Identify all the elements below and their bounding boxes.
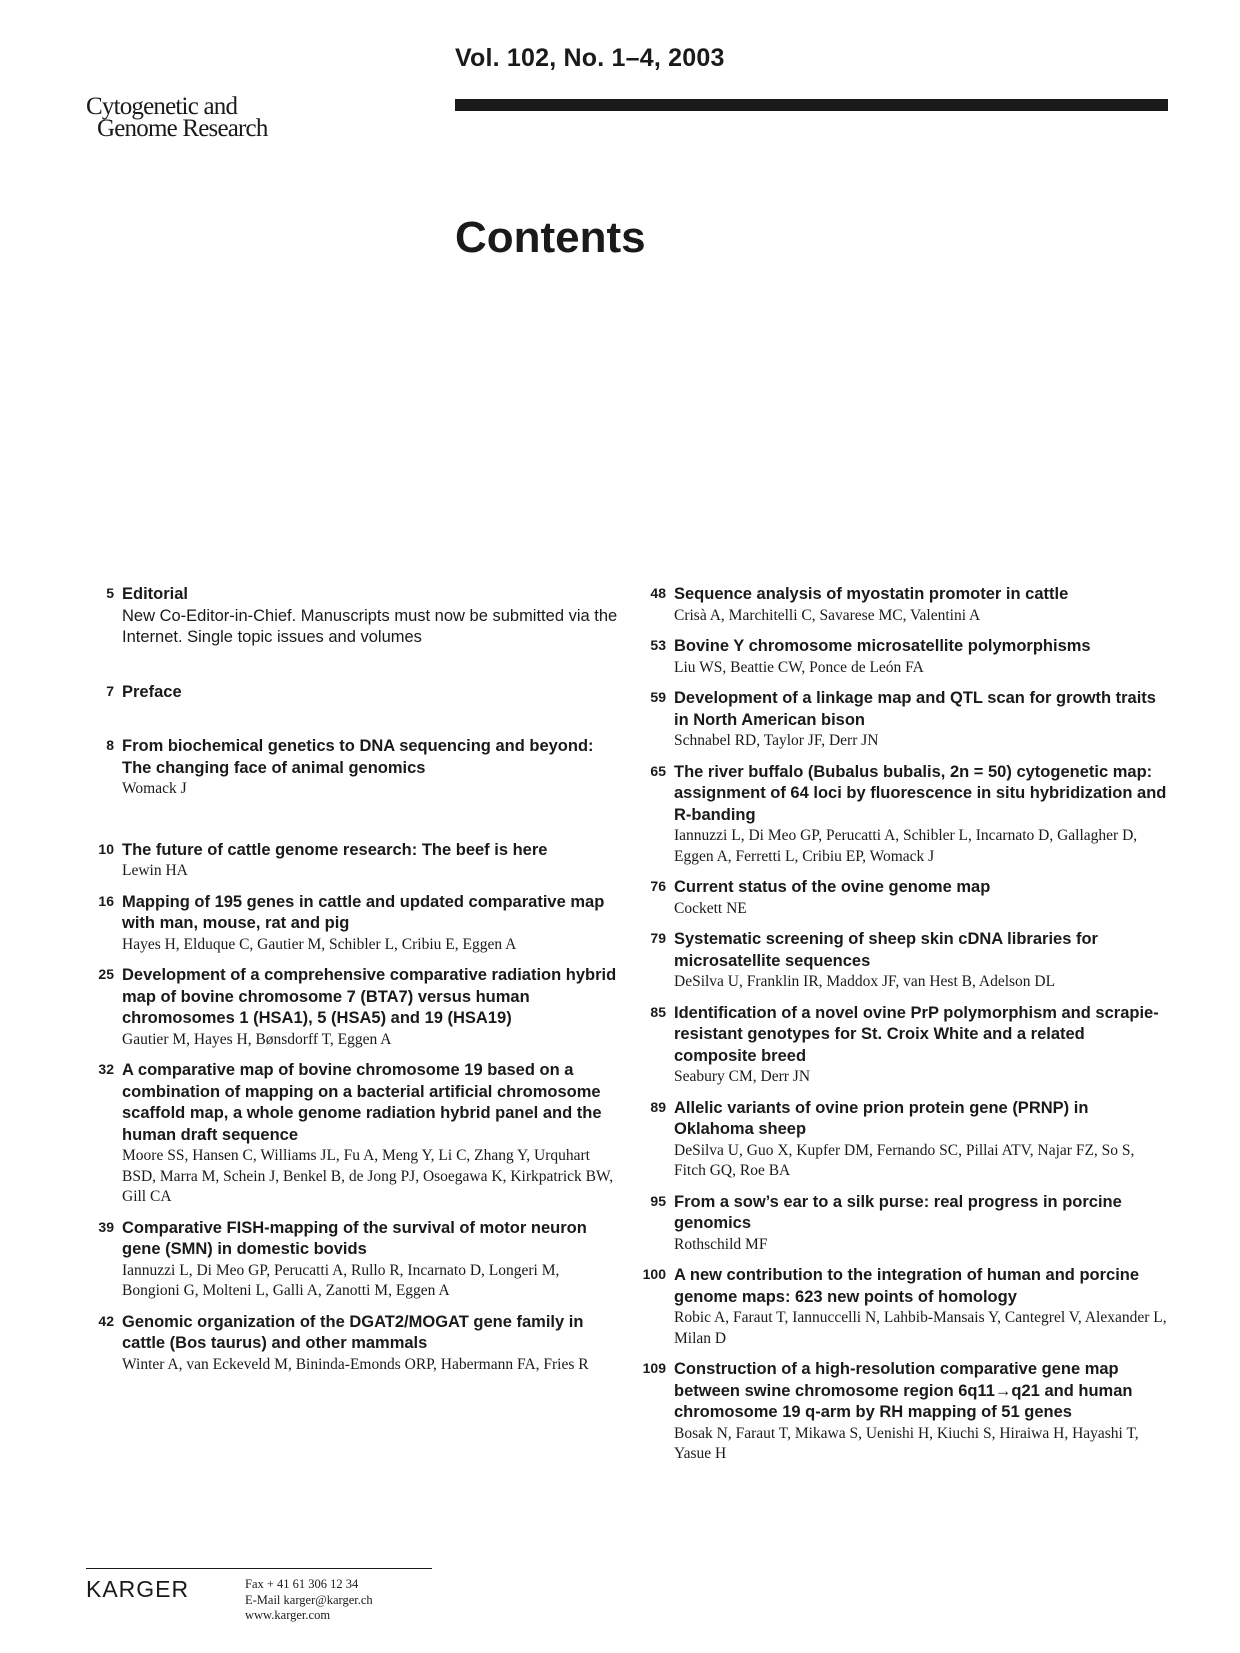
- toc-authors: Seabury CM, Derr JN: [674, 1068, 811, 1085]
- toc-title: Systematic screening of sheep skin cDNA libraries for microsatellite sequences: [674, 930, 1098, 970]
- toc-title: Comparative FISH-mapping of the survival of motor neuron gene (SMN) in domestic bovids: [122, 1218, 587, 1258]
- toc-title: Development of a comprehensive comparative radiation hybrid map of bovine chromosome 7 (BTA7) versus human chromosomes 1 (HSA1), 5 (HSA5) and 19 (HSA19): [122, 966, 617, 1027]
- toc-entry[interactable]: [88, 584, 618, 649]
- publisher-logo: KARGER: [86, 1576, 190, 1602]
- toc-entry[interactable]: [640, 1003, 1170, 1088]
- toc-title: Preface: [122, 682, 182, 701]
- toc-page-number: 76: [650, 878, 666, 894]
- volume-info: Vol. 102, No. 1–4, 2003: [455, 44, 725, 72]
- toc-authors: Bosak N, Faraut T, Mikawa S, Uenishi H, Kiuchi S, Hiraiwa H, Hayashi T, Yasue H: [674, 1424, 1139, 1462]
- toc-authors: Iannuzzi L, Di Meo GP, Perucatti A, Rullo R, Incarnato D, Longeri M, Bongioni G, Molteni L, Galli A, Zanotti M, Eggen A: [122, 1261, 560, 1299]
- toc-entry[interactable]: [640, 1192, 1170, 1256]
- toc-page-number: 53: [650, 637, 666, 653]
- toc-authors: Crisà A, Marchitelli C, Savarese MC, Valentini A: [674, 606, 981, 624]
- page-title: Contents: [455, 213, 646, 262]
- toc-page-number: 25: [98, 966, 114, 982]
- toc-title: Allelic variants of ovine prion protein gene (PRNP) in Oklahoma sheep: [674, 1098, 1089, 1138]
- toc-authors: DeSilva U, Guo X, Kupfer DM, Fernando SC, Pillai ATV, Najar FZ, So S, Fitch GQ, Roe BA: [674, 1141, 1135, 1179]
- toc-authors: DeSilva U, Franklin IR, Maddox JF, van Hest B, Adelson DL: [674, 973, 1056, 990]
- toc-page-number: 59: [650, 689, 666, 705]
- toc-entry[interactable]: [640, 1265, 1170, 1349]
- toc-page-number: 7: [106, 682, 114, 699]
- toc-entry[interactable]: [640, 688, 1170, 752]
- toc-entry[interactable]: [640, 1359, 1170, 1465]
- toc-title: Sequence analysis of myostatin promoter in cattle: [674, 585, 1069, 603]
- toc-authors: Schnabel RD, Taylor JF, Derr JN: [674, 732, 879, 749]
- fax-number: Fax + 41 61 306 12 34: [245, 1577, 359, 1591]
- toc-title: From a sow’s ear to a silk purse: real progress in porcine genomics: [674, 1192, 1122, 1232]
- toc-entry[interactable]: [640, 877, 1170, 919]
- toc-title: Genomic organization of the DGAT2/MOGAT gene family in cattle (Bos taurus) and other mammals: [122, 1312, 584, 1352]
- toc-page-number: 48: [650, 585, 666, 601]
- toc-title: Mapping of 195 genes in cattle and updated comparative map with man, mouse, rat and pig: [122, 892, 605, 932]
- toc-entry[interactable]: [88, 1218, 618, 1302]
- toc-page-number: 5: [106, 585, 114, 601]
- toc-page-number: 79: [650, 930, 666, 946]
- toc-page-number: 65: [650, 762, 666, 779]
- toc-entry[interactable]: [88, 1312, 618, 1376]
- footer-rule: [86, 1568, 432, 1569]
- toc-title: A new contribution to the integration of human and porcine genome maps: 623 new points of homology: [674, 1266, 1140, 1306]
- toc-authors: Winter A, van Eckeveld M, Bininda-Emonds ORP, Habermann FA, Fries R: [122, 1355, 589, 1373]
- toc-description: New Co-Editor-in-Chief. Manuscripts must now be submitted via the Internet. Single topic issues and volumes: [122, 606, 618, 646]
- toc-authors: Cockett NE: [674, 899, 747, 917]
- toc-page-number: 39: [98, 1218, 114, 1235]
- publisher-contact: [245, 1577, 373, 1624]
- toc-title: The future of cattle genome research: The beef is here: [122, 840, 548, 859]
- toc-entry[interactable]: [88, 682, 618, 704]
- toc-authors: Womack J: [122, 780, 187, 797]
- toc-page-number: 95: [650, 1192, 666, 1209]
- toc-entry[interactable]: [88, 965, 618, 1050]
- toc-entry[interactable]: [88, 840, 618, 882]
- toc-entry[interactable]: [88, 892, 618, 956]
- toc-authors: Gautier M, Hayes H, Bønsdorff T, Eggen A: [122, 1030, 392, 1048]
- toc-title: Bovine Y chromosome microsatellite polymorphisms: [674, 637, 1091, 655]
- toc-page-number: 42: [98, 1312, 114, 1329]
- toc-authors: Lewin HA: [122, 862, 188, 879]
- toc-title: The river buffalo (Bubalus bubalis, 2n = 50) cytogenetic map: assignment of 64 loci by fluorescence in situ hybridization and R-banding: [674, 762, 1167, 824]
- toc-entry[interactable]: [640, 1098, 1170, 1182]
- toc-title: Construction of a high-resolution comparative gene map between swine chromosome region 6q11→q21 and human chromosome 19 q-arm by RH mapping of 51 genes: [674, 1360, 1133, 1421]
- toc-authors: Hayes H, Elduque C, Gautier M, Schibler L, Cribiu E, Eggen A: [122, 935, 517, 953]
- toc-authors: Moore SS, Hansen C, Williams JL, Fu A, Meng Y, Li C, Zhang Y, Urquhart BSD, Marra M, Schein J, Benkel B, de Jong PJ, Osoegawa K, Kirkpatrick BW, Gill CA: [122, 1147, 614, 1205]
- journal-logo-line1: Cytogenetic and: [86, 93, 238, 120]
- toc-page-number: 8: [106, 737, 114, 753]
- toc-authors: Iannuzzi L, Di Meo GP, Perucatti A, Schibler L, Incarnato D, Gallagher D, Eggen A, Ferretti L, Cribiu EP, Womack J: [674, 827, 1138, 865]
- toc-title: Identification of a novel ovine PrP polymorphism and scrapie-resistant genotypes for St. Croix White and a related composite breed: [674, 1003, 1159, 1065]
- journal-logo-line2: Genome Research: [97, 115, 268, 142]
- toc-page-number: 100: [642, 1266, 666, 1282]
- website-link[interactable]: www.karger.com: [245, 1608, 331, 1622]
- contents-column-left: [88, 584, 618, 1385]
- toc-title: A comparative map of bovine chromosome 19 based on a combination of mapping on a bacterial artificial chromosome scaffold map, a whole genome radiation hybrid panel and the human draft sequence: [122, 1061, 602, 1144]
- toc-page-number: 85: [650, 1003, 666, 1020]
- toc-entry[interactable]: [640, 762, 1170, 868]
- toc-title: Editorial: [122, 585, 189, 603]
- toc-authors: Rothschild MF: [674, 1235, 768, 1253]
- toc-page-number: 109: [642, 1360, 666, 1376]
- contents-column-right: [640, 584, 1170, 1475]
- toc-entry[interactable]: [640, 636, 1170, 678]
- toc-entry[interactable]: [640, 584, 1170, 626]
- toc-entry[interactable]: [88, 1060, 618, 1208]
- toc-title: Current status of the ovine genome map: [674, 878, 991, 896]
- journal-logo: [86, 93, 268, 142]
- toc-page-number: 89: [650, 1098, 666, 1115]
- toc-page-number: 32: [98, 1061, 114, 1077]
- email-address[interactable]: E-Mail karger@karger.ch: [245, 1592, 373, 1607]
- toc-title: Development of a linkage map and QTL scan for growth traits in North American bison: [674, 689, 1156, 729]
- toc-page-number: 10: [98, 840, 114, 857]
- toc-entry[interactable]: [640, 929, 1170, 993]
- header-rule: [455, 99, 1168, 111]
- toc-page-number: 16: [98, 892, 114, 909]
- toc-title: From biochemical genetics to DNA sequencing and beyond: The changing face of animal genomics: [122, 737, 594, 777]
- toc-authors: Robic A, Faraut T, Iannuccelli N, Lahbib-Mansais Y, Cantegrel V, Alexander L, Milan D: [674, 1309, 1167, 1347]
- toc-entry[interactable]: [88, 736, 618, 800]
- toc-authors: Liu WS, Beattie CW, Ponce de León FA: [674, 658, 924, 676]
